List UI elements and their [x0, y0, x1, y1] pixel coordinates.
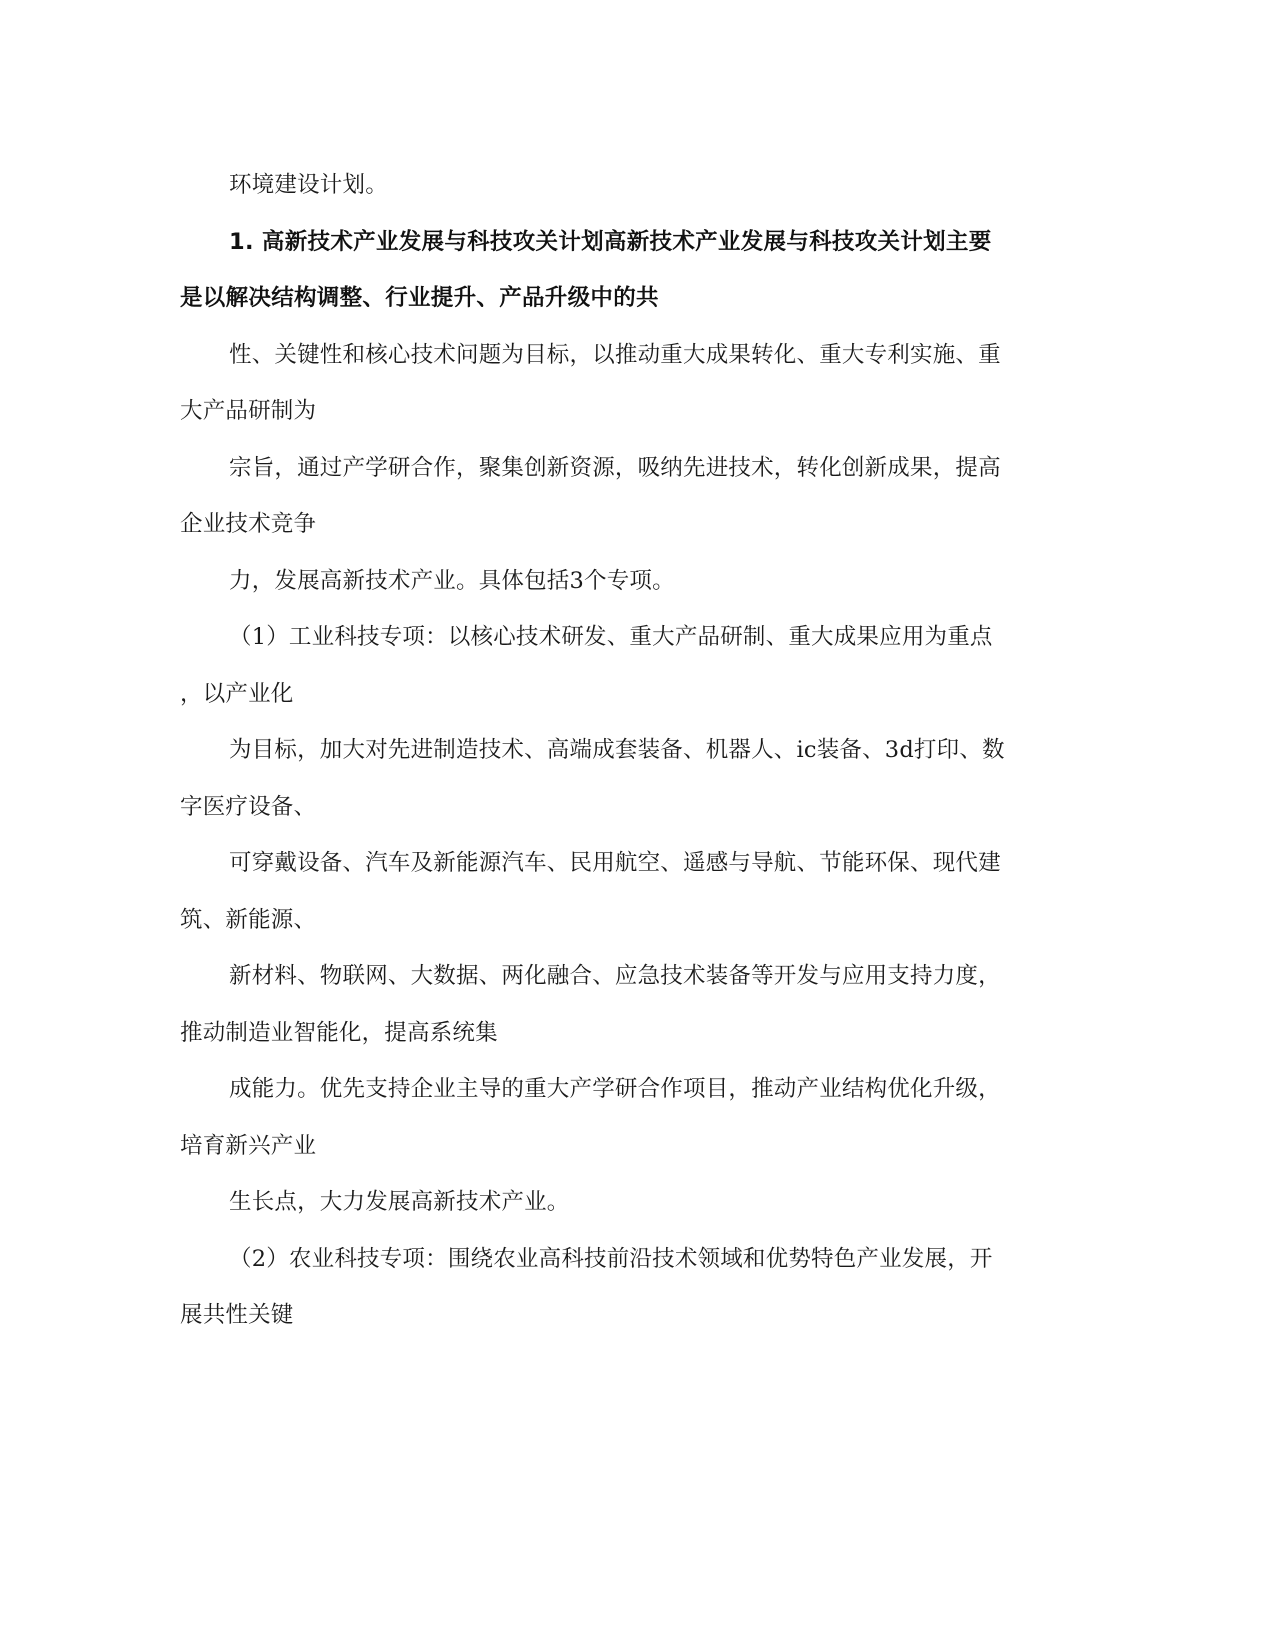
section-heading-line: 1. 高新技术产业发展与科技攻关计划高新技术产业发展与科技攻关计划主要 [229, 229, 992, 255]
text-line: 成能力。优先支持企业主导的重大产学研合作项目，推动产业结构优化升级， [229, 1076, 1001, 1102]
text-line: 可穿戴设备、汽车及新能源汽车、民用航空、遥感与导航、节能环保、现代建 [229, 850, 1001, 876]
text-line: 推动制造业智能化，提高系统集 [180, 1020, 498, 1046]
text-line: 性、关键性和核心技术问题为目标，以推动重大成果转化、重大专利实施、重 [229, 342, 1001, 368]
text-line: 环境建设计划。 [229, 172, 388, 198]
text-line: ，以产业化 [180, 681, 294, 707]
text-line: 生长点，大力发展高新技术产业。 [229, 1189, 570, 1215]
text-line: 宗旨，通过产学研合作，聚集创新资源，吸纳先进技术，转化创新成果，提高 [229, 455, 1001, 481]
text-line: 新材料、物联网、大数据、两化融合、应急技术装备等开发与应用支持力度， [229, 963, 1001, 989]
text-line: （1）工业科技专项：以核心技术研发、重大产品研制、重大成果应用为重点 [229, 624, 993, 650]
text-line: （2）农业科技专项：围绕农业高科技前沿技术领域和优势特色产业发展，开 [229, 1246, 993, 1272]
text-line: 培育新兴产业 [180, 1133, 317, 1159]
text-line: 大产品研制为 [180, 398, 317, 424]
text-line: 为目标，加大对先进制造技术、高端成套装备、机器人、ic装备、3d打印、数 [229, 737, 1005, 763]
text-line: 力，发展高新技术产业。具体包括3个专项。 [229, 568, 675, 594]
text-line: 展共性关键 [180, 1302, 294, 1328]
text-line: 企业技术竞争 [180, 511, 317, 537]
text-line: 筑、新能源、 [180, 907, 317, 933]
text-line: 字医疗设备、 [180, 794, 317, 820]
section-heading-line: 是以解决结构调整、行业提升、产品升级中的共 [180, 285, 659, 311]
